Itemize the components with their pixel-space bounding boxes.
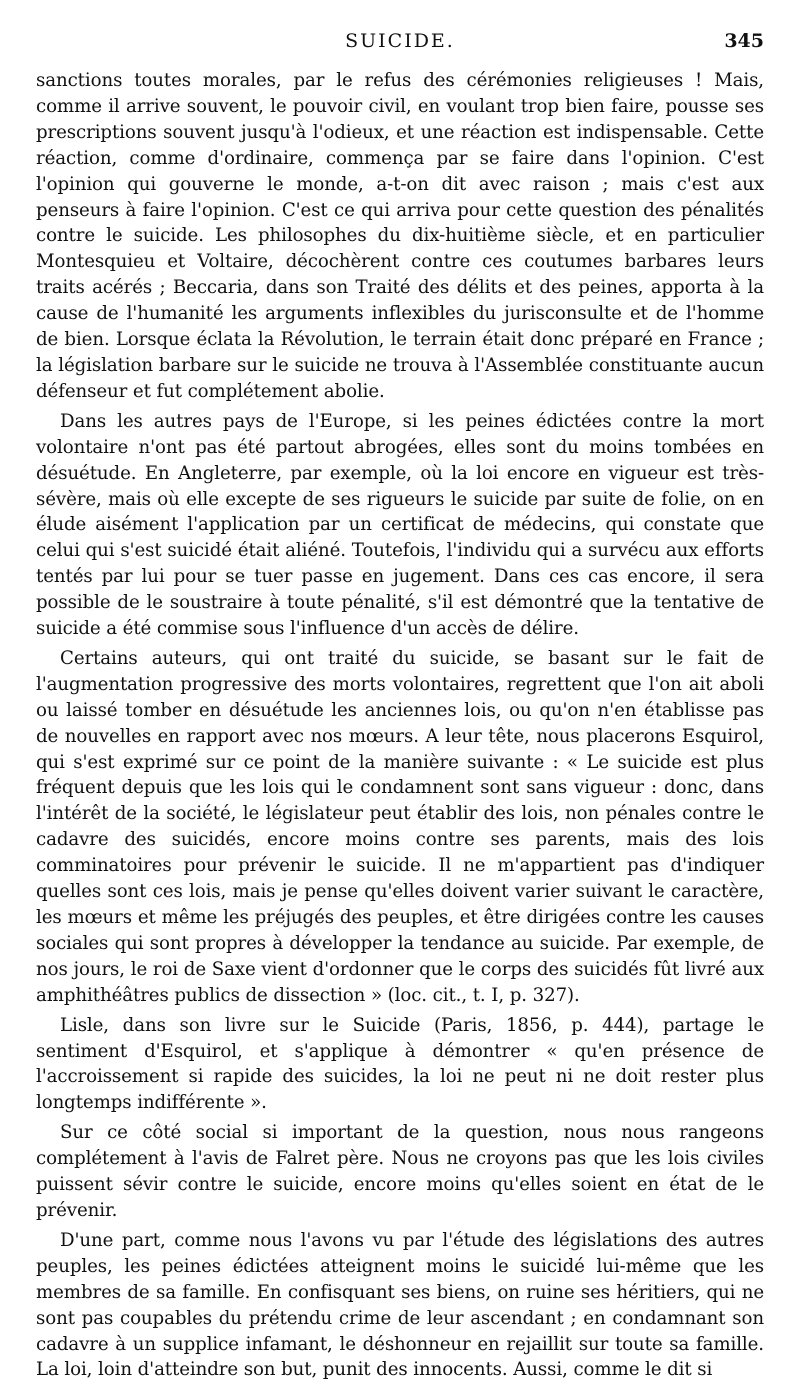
page-number: 345 <box>724 30 764 52</box>
paragraph-6: D'une part, comme nous l'avons vu par l'étude des législations des autres peuples, les peines édictées atteignent moins le suicidé lui-même que les membres de sa famille. En confisquant ses biens, on ruine ses héritiers, qui ne sont pas coupables du prétendu crime de leur ascendant ; en condamnant son cadavre à un supplice infamant, le déshonneur en rejaillit sur toute sa famille. La loi, loin d'atteindre son but, punit des innocents. Aussi, comme le dit si <box>36 1229 764 1381</box>
paragraph-1: sanctions toutes morales, par le refus des cérémonies religieuses ! Mais, comme il arrive souvent, le pouvoir civil, en voulant trop bien faire, pousse ses prescriptions souvent jusqu'à l'odieux, et une réaction est indispensable. Cette réaction, comme d'ordinaire, commença par se faire dans l'opinion. C'est l'opinion qui gouverne le monde, a-t-on dit avec raison ; mais c'est aux penseurs à faire l'opinion. C'est ce qui arriva pour cette question des pénalités contre le suicide. Les philosophes du dix-huitième siècle, et en particulier Montesquieu et Voltaire, décochèrent contre ces coutumes barbares leurs traits acérés ; Beccaria, dans son Traité des délits et des peines, apporta à la cause de l'humanité les arguments inflexibles du jurisconsulte et de l'homme de bien. Lorsque éclata la Révolution, le terrain était donc préparé en France ; la législation barbare sur le suicide ne trouva à l'Assemblée constituante aucun défenseur et fut complétement abolie. <box>36 70 764 402</box>
paragraph-5: Sur ce côté social si important de la question, nous nous rangeons complétement à l'avis de Falret père. Nous ne croyons pas que les lois civiles puissent sévir contre le suicide, encore moins qu'elles soient en état de le prévenir. <box>36 1122 764 1221</box>
running-title: SUICIDE. <box>345 30 455 52</box>
paragraph-3: Certains auteurs, qui ont traité du suicide, se basant sur le fait de l'augmentation progressive des morts volontaires, regrettent que l'on ait aboli ou laissé tomber en désuétude les anciennes lois, ou qu'on n'en établisse pas de nouvelles en rapport avec nos mœurs. A leur tête, nous placerons Esquirol, qui s'est exprimé sur ce point de la manière suivante : « Le suicide est plus fréquent depuis que les lois qui le condamnent sont sans vigueur : donc, dans l'intérêt de la société, le législateur peut établir des lois, non pénales contre le cadavre des suicidés, encore moins contre ses parents, mais des lois comminatoires pour prévenir le suicide. Il ne m'appartient pas d'indiquer quelles sont ces lois, mais je pense qu'elles doivent varier suivant le caractère, les mœurs et même les préjugés des peuples, et être dirigées contre les causes sociales qui sont propres à développer la tendance au suicide. Par exemple, de nos jours, le roi de Saxe vient d'ordonner que le corps des suicidés fût livré aux amphithéâtres publics de dissection » (loc. cit., t. I, p. 327). <box>36 647 764 1006</box>
body-text <box>36 68 764 1383</box>
book-page <box>36 26 764 1387</box>
paragraph-2: Dans les autres pays de l'Europe, si les peines édictées contre la mort volontaire n'ont pas été partout abrogées, elles sont du moins tombées en désuétude. En Angleterre, par exemple, où la loi encore en vigueur est très-sévère, mais où elle excepte de ses rigueurs le suicide par suite de folie, on en élude aisément l'application par un certificat de médecins, qui constate que celui qui s'est suicidé était aliéné. Toutefois, l'individu qui a survécu aux efforts tentés par lui pour se tuer passe en jugement. Dans ces cas encore, il sera possible de le soustraire à toute pénalité, s'il est démontré que la tentative de suicide a été commise sous l'influence d'un accès de délire. <box>36 410 764 640</box>
paragraph-4: Lisle, dans son livre sur le Suicide (Paris, 1856, p. 444), partage le sentiment d'Esquirol, et s'applique à démontrer « qu'en présence de l'accroissement si rapide des suicides, la loi ne peut ni ne doit rester plus longtemps indifférente ». <box>36 1014 764 1114</box>
running-header <box>36 26 764 58</box>
